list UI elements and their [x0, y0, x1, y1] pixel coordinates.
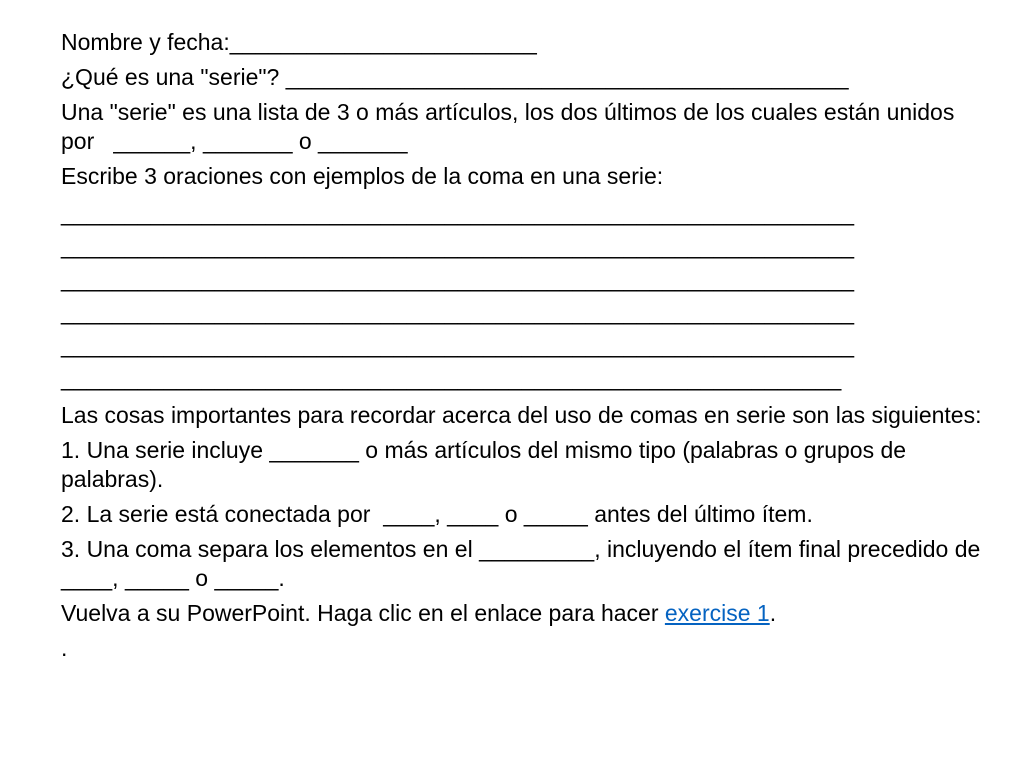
answer-line: ______________________________________________________________	[61, 233, 855, 259]
important-intro: Las cosas importantes para recordar acerca del uso de comas en serie son las siguientes:	[61, 402, 982, 428]
name-date-line: Nombre y fecha:________________________	[61, 29, 537, 55]
point-2: 2. La serie está conectada por ____, ____ o _____ antes del último ítem.	[61, 501, 813, 527]
return-instruction	[61, 599, 991, 628]
question-serie: ¿Qué es una "serie"? ____________________________________________	[61, 64, 849, 90]
answer-lines	[61, 197, 991, 395]
answer-line: ______________________________________________________________	[61, 332, 855, 358]
answer-line: ______________________________________________________________	[61, 266, 855, 292]
answer-line: ______________________________________________________________	[61, 200, 855, 226]
answer-line: _____________________________________________________________	[61, 365, 842, 391]
point-3: 3. Una coma separa los elementos en el _________, incluyendo el ítem final precedido de ____, _____ o _____.	[61, 536, 987, 591]
worksheet-slide	[61, 28, 991, 669]
sentences-instruction: Escribe 3 oraciones con ejemplos de la coma en una serie:	[61, 163, 664, 189]
answer-line: ______________________________________________________________	[61, 299, 855, 325]
exercise-1-link[interactable]: exercise 1	[664, 600, 770, 626]
return-text: Vuelva a su PowerPoint. Haga clic en el enlace para hacer	[61, 600, 665, 626]
point-1: 1. Una serie incluye _______ o más artículos del mismo tipo (palabras o grupos de palabras).	[61, 437, 913, 492]
return-end: .	[769, 600, 777, 626]
serie-definition: Una "serie" es una lista de 3 o más artículos, los dos últimos de los cuales están unidos por ______, _______ o _______	[61, 99, 961, 154]
trailing-dot: .	[61, 635, 68, 661]
